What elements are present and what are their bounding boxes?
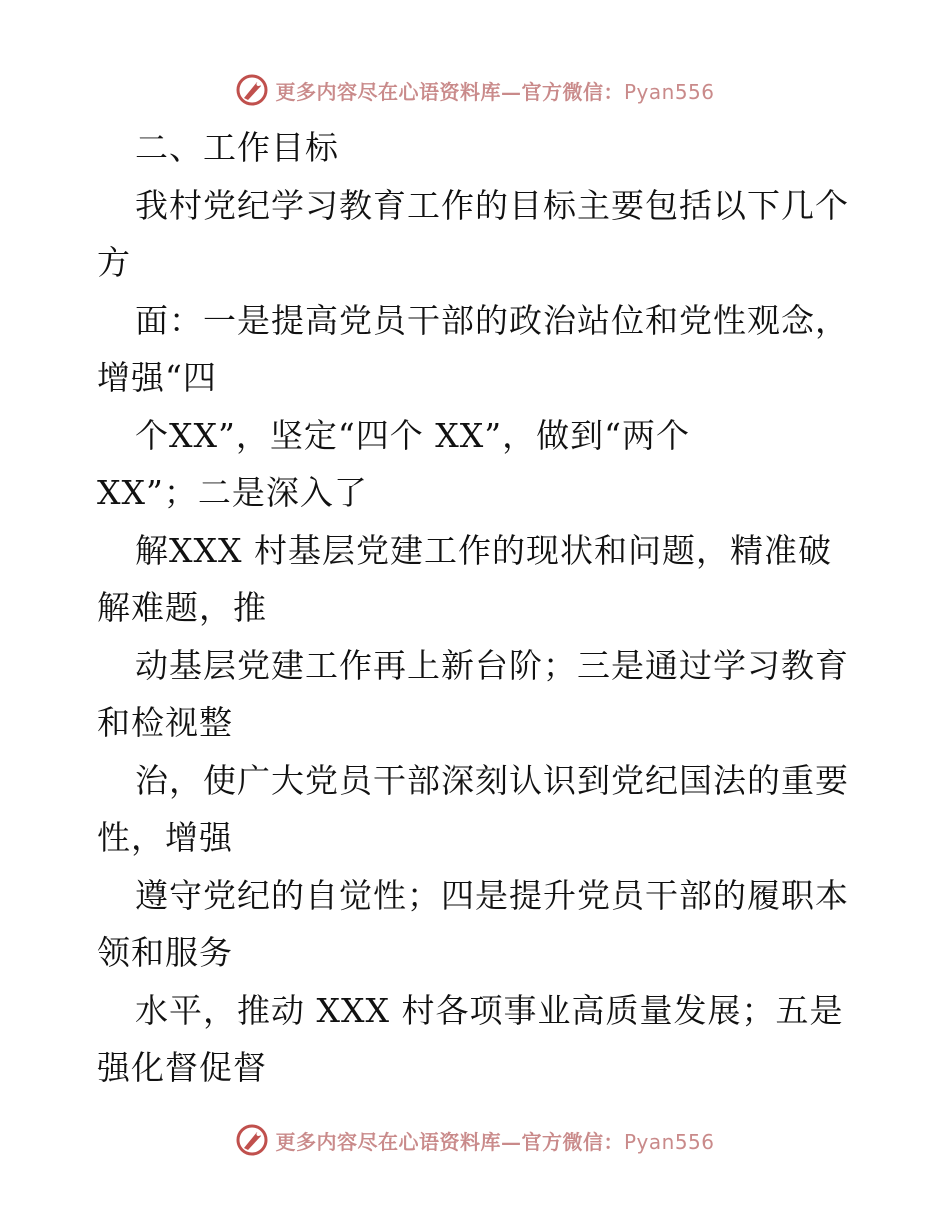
paragraph-line: 治，使广大党员干部深刻认识到党纪国法的重要 xyxy=(135,760,849,800)
paragraph-line: 方 xyxy=(97,243,131,282)
document-body xyxy=(97,119,867,1097)
paragraph-line: 和检视整 xyxy=(97,703,233,742)
section-heading: 二、工作目标 xyxy=(135,128,339,167)
paragraph-line: 增强“四 xyxy=(97,358,217,397)
paragraph-line: 性，增强 xyxy=(97,818,233,857)
paragraph-line: XX”；二是深入了 xyxy=(97,473,368,512)
watermark-text: 更多内容尽在心语资料库—官方微信：Pyan556 xyxy=(275,79,715,104)
paragraph-line: 解难题，推 xyxy=(97,588,267,627)
paragraph-line: 我村党纪学习教育工作的目标主要包括以下几个 xyxy=(135,185,849,225)
watermark-text: 更多内容尽在心语资料库—官方微信：Pyan556 xyxy=(275,1129,715,1154)
pen-logo-icon xyxy=(235,73,269,107)
paragraph-line: 面：一是提高党员干部的政治站位和党性观念， xyxy=(135,300,849,340)
paragraph-line: 解XXX 村基层党建工作的现状和问题，精准破 xyxy=(135,530,832,570)
footer-watermark xyxy=(0,1120,950,1160)
paragraph-line: 动基层党建工作再上新台阶；三是通过学习教育 xyxy=(135,645,849,685)
paragraph-line: 强化督促督 xyxy=(97,1048,267,1087)
paragraph-line: 水平，推动 XXX 村各项事业高质量发展；五是 xyxy=(135,990,844,1030)
paragraph-line: 个XX”，坚定“四个 XX”，做到“两个 xyxy=(135,415,690,455)
header-watermark xyxy=(0,70,950,110)
paragraph-line: 领和服务 xyxy=(97,933,233,972)
pen-logo-icon xyxy=(235,1123,269,1157)
paragraph-line: 遵守党纪的自觉性；四是提升党员干部的履职本 xyxy=(135,875,849,915)
